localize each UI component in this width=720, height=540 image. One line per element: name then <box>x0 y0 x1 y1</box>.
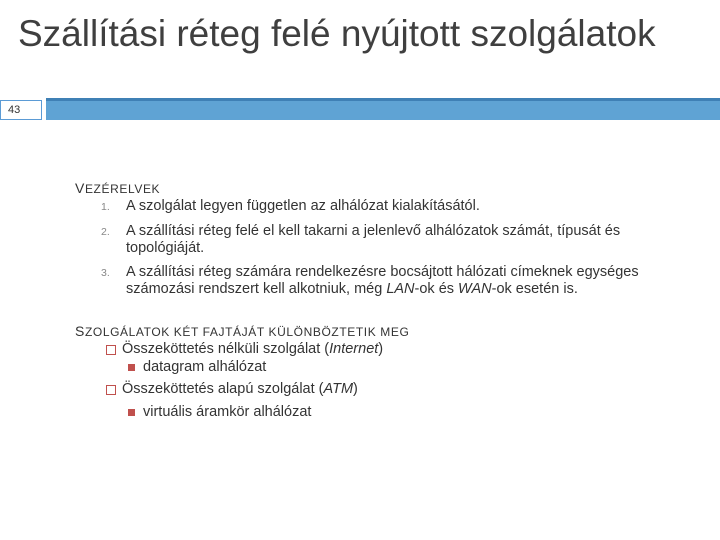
item-number: 1. <box>101 201 110 213</box>
wan-term: WAN <box>458 281 492 297</box>
hollow-square-icon <box>106 345 116 355</box>
bullet-text <box>122 381 358 397</box>
slide-title: Szállítási réteg felé nyújtott szolgálatok <box>18 13 656 54</box>
heading-text: EZÉRELVEK <box>84 182 161 196</box>
bullet-item-connectionless <box>106 341 383 358</box>
item-text <box>126 264 656 298</box>
item-text-a: A szállítási réteg számára rendelkezésre bocsájtott hálózati címeknek egységes számozási rendszert kell alkotniuk, még <box>126 264 639 297</box>
heading-text: ZOLGÁLATOK KÉT FAJTÁJÁT KÜLÖNBÖZTETIK MEG <box>84 325 410 339</box>
bullet-text-suffix: ) <box>353 381 358 397</box>
item-number: 2. <box>101 226 110 238</box>
filled-square-icon <box>128 364 135 371</box>
item-text-c: -ok esetén is. <box>491 281 578 297</box>
sub-bullet-text: virtuális áramkör alhálózat <box>143 404 312 420</box>
filled-square-icon <box>128 409 135 416</box>
item-number: 3. <box>101 267 110 279</box>
lan-term: LAN <box>386 281 415 297</box>
accent-bar <box>46 101 720 120</box>
bullet-text-suffix: ) <box>378 341 384 357</box>
section-heading-guidelines <box>75 180 160 196</box>
bullet-text <box>122 341 383 357</box>
sub-bullet-text: datagram alhálózat <box>143 359 267 375</box>
bullet-text-prefix: Összeköttetés alapú szolgálat ( <box>122 381 324 397</box>
hollow-square-icon <box>106 385 116 395</box>
item-text: A szállítási réteg felé el kell takarni a jelenlevő alhálózatok számát, típusát és topológiáját. <box>126 223 621 256</box>
item-text-b: -ok és <box>414 281 459 297</box>
bullet-item-connection-oriented <box>106 381 358 398</box>
heading-initial: S <box>75 323 85 339</box>
slide-number: 43 <box>0 100 42 120</box>
sub-bullet-datagram <box>128 359 266 376</box>
section-heading-services <box>75 323 409 339</box>
bullet-text-prefix: Összeköttetés nélküli szolgálat ( <box>122 341 330 357</box>
bullet-text-italic: Internet <box>329 341 379 357</box>
bullet-text-italic: ATM <box>323 381 354 397</box>
item-text: A szolgálat legyen független az alhálózat kialakításától. <box>126 198 480 214</box>
sub-bullet-virtual-circuit <box>128 404 311 421</box>
heading-initial: V <box>75 180 85 196</box>
